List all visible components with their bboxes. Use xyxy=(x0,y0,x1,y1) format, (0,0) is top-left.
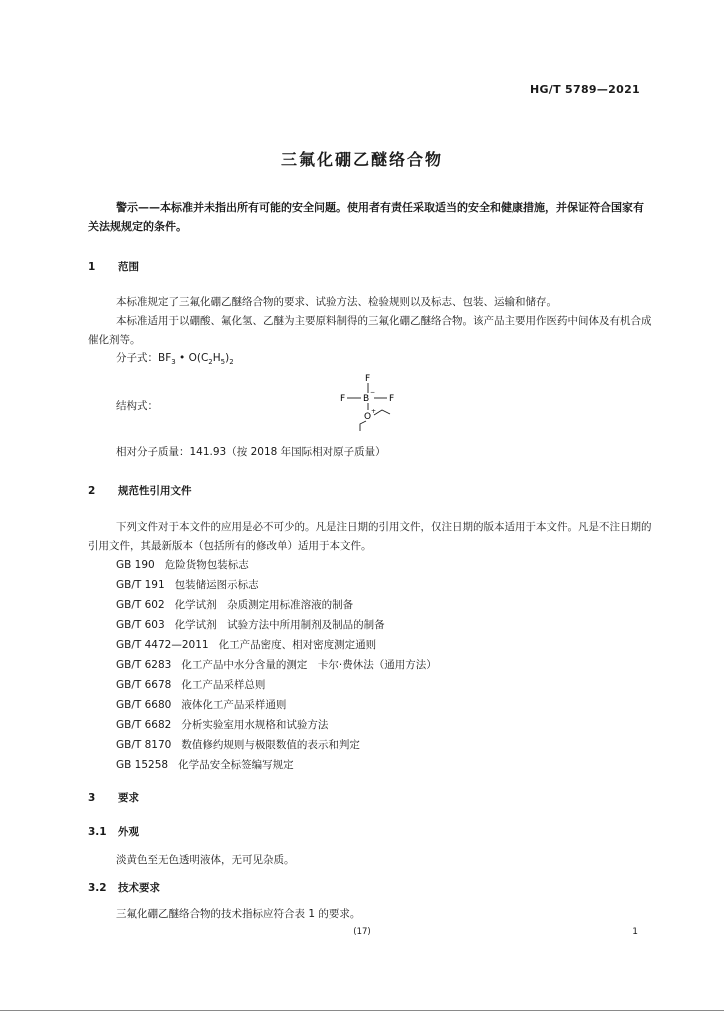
reference-item xyxy=(116,637,376,652)
reference-title: 化工产品密度、相对密度测定通则 xyxy=(218,639,377,651)
atom-f-top: F xyxy=(365,374,371,384)
formula-h-sub: 5 xyxy=(220,358,226,367)
formula-c-sub: 2 xyxy=(208,358,213,367)
reference-item xyxy=(116,577,259,592)
reference-item xyxy=(116,737,360,752)
section-3-1-heading xyxy=(88,824,139,839)
references-intro: 下列文件对于本文件的应用是必不可少的。凡是注日期的引用文件，仅注日期的版本适用于本文件。凡是不注日期的引用文件，其最新版本（包括所有的修改单）适用于本文件。 xyxy=(88,521,652,552)
reference-title: 化学试剂 杂质测定用标准溶液的制备 xyxy=(174,599,354,611)
reference-code: GB/T 6678 xyxy=(116,679,172,691)
mass-label: 相对分子质量： xyxy=(116,446,190,458)
formula-close: ) xyxy=(225,352,230,364)
reference-title: 危险货物包装标志 xyxy=(164,559,249,571)
section-number: 3.1 xyxy=(88,826,107,838)
molecular-mass xyxy=(116,444,386,459)
reference-item xyxy=(116,717,328,732)
ethyl-group-right xyxy=(374,410,390,415)
reference-item xyxy=(116,757,294,772)
section-number: 2 xyxy=(88,485,96,497)
atom-f-left: F xyxy=(340,394,346,404)
atom-b: B xyxy=(363,394,370,404)
reference-code: GB 15258 xyxy=(116,759,169,771)
reference-code: GB/T 6682 xyxy=(116,719,172,731)
reference-code: GB/T 4472—2011 xyxy=(116,639,209,651)
reference-title: 化学品安全标签编写规定 xyxy=(178,759,294,771)
footer-page-marker: (17) xyxy=(353,927,371,937)
safety-warning xyxy=(88,198,648,236)
mass-note: （按 2018 年国际相对原子质量） xyxy=(226,446,386,458)
section-title: 外观 xyxy=(118,826,139,838)
reference-item xyxy=(116,657,437,672)
reference-code: GB/T 8170 xyxy=(116,739,172,751)
warning-text: 本标准并未指出所有可能的安全问题。使用者有责任采取适当的安全和健康措施，并保证符合国家有关法规规定的条件。 xyxy=(88,201,644,233)
appearance-text: 淡黄色至无色透明液体，无可见杂质。 xyxy=(116,854,295,866)
reference-code: GB/T 6283 xyxy=(116,659,172,671)
section-title: 规范性引用文件 xyxy=(118,485,192,497)
formula-bf: BF xyxy=(158,352,172,364)
structure-label: 结构式： xyxy=(116,400,158,412)
standard-code: HG/T 5789—2021 xyxy=(529,83,640,96)
formula-label: 分子式： xyxy=(116,352,158,364)
reference-item xyxy=(116,597,353,612)
reference-code: GB 190 xyxy=(116,559,155,571)
reference-item xyxy=(116,697,286,712)
reference-title: 包装储运图示标志 xyxy=(174,579,259,591)
section-title: 技术要求 xyxy=(118,882,160,894)
formula-paren-sub: 2 xyxy=(229,358,234,367)
reference-code: GB/T 6680 xyxy=(116,699,172,711)
document-title: 三氟化硼乙醚络合物 xyxy=(280,150,443,169)
scope-paragraph-1: 本标准规定了三氟化硼乙醚络合物的要求、试验方法、检验规则以及标志、包装、运输和储存。 xyxy=(116,296,557,308)
section-title: 范围 xyxy=(118,261,139,273)
page-number: 1 xyxy=(632,927,638,937)
section-1-heading xyxy=(88,259,139,274)
reference-code: GB/T 191 xyxy=(116,579,165,591)
section-2-heading xyxy=(88,483,192,498)
formula-bf-sub: 3 xyxy=(171,358,176,367)
formula-mid: • O(C xyxy=(175,352,209,364)
section-3-heading xyxy=(88,790,139,805)
atom-o: O xyxy=(364,412,372,422)
section-title: 要求 xyxy=(118,792,139,804)
reference-title: 分析实验室用水规格和试验方法 xyxy=(181,719,329,731)
formula-h: H xyxy=(212,352,221,364)
reference-title: 化工产品采样总则 xyxy=(181,679,266,691)
boron-charge: − xyxy=(370,389,376,396)
warning-lead: 警示—— xyxy=(116,201,160,214)
technical-requirements-text: 三氟化硼乙醚络合物的技术指标应符合表 1 的要求。 xyxy=(116,908,361,920)
section-number: 1 xyxy=(88,261,96,273)
reference-code: GB/T 602 xyxy=(116,599,165,611)
reference-title: 化工产品中水分含量的测定 卡尔·费休法（通用方法） xyxy=(181,659,437,671)
section-number: 3.2 xyxy=(88,882,107,894)
structural-formula xyxy=(336,370,406,432)
molecular-formula xyxy=(116,350,234,366)
reference-item xyxy=(116,617,385,632)
mass-value: 141.93 xyxy=(189,446,227,458)
reference-title: 化学试剂 试验方法中所用制剂及制品的制备 xyxy=(174,619,385,631)
reference-item xyxy=(116,557,249,572)
ethyl-group-left xyxy=(360,421,366,431)
atom-f-right: F xyxy=(389,394,395,404)
reference-title: 数值修约规则与极限数值的表示和判定 xyxy=(181,739,360,751)
reference-code: GB/T 603 xyxy=(116,619,165,631)
section-3-2-heading xyxy=(88,880,160,895)
bottom-divider xyxy=(0,1010,724,1011)
reference-title: 液体化工产品采样通则 xyxy=(181,699,287,711)
scope-paragraph-2: 本标准适用于以硼酸、氟化氢、乙醚为主要原料制得的三氟化硼乙醚络合物。该产品主要用作医药中间体及有机合成催化剂等。 xyxy=(88,315,652,346)
oxygen-charge: + xyxy=(371,408,377,415)
reference-item xyxy=(116,677,265,692)
section-number: 3 xyxy=(88,792,96,804)
